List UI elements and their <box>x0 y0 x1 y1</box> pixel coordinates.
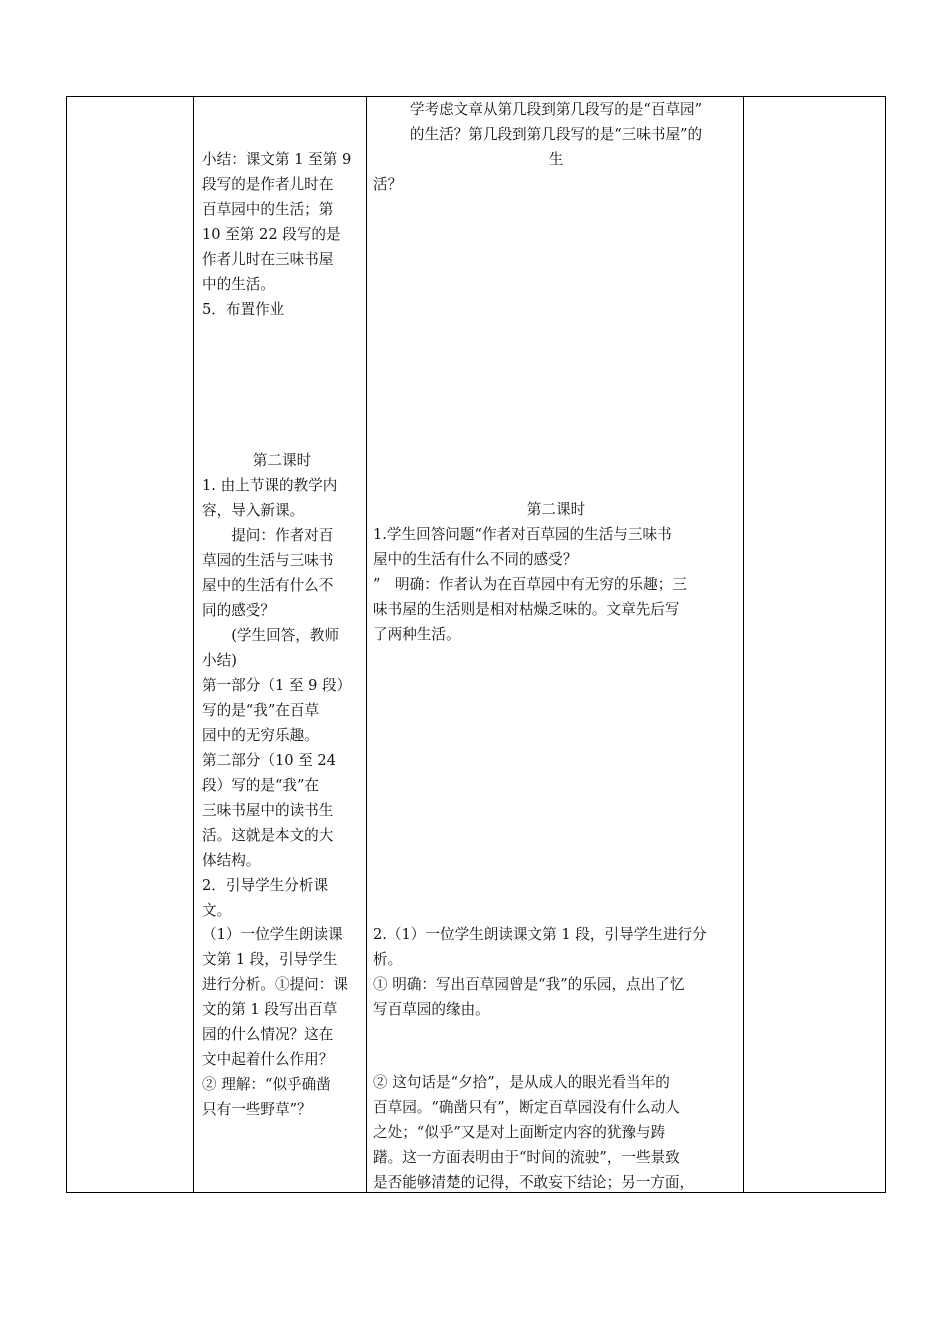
text-line: ① 明确：写出百草园曾是“我”的乐园，点出了忆 <box>373 976 685 993</box>
text-line: 屋中的生活有什么不 <box>202 577 334 594</box>
text-line: 生 <box>548 151 564 168</box>
question-block <box>373 97 739 172</box>
text-line: 析。 <box>373 951 403 968</box>
text-line: 活。这就是本文的大 <box>202 827 334 844</box>
question-tail: 活？ <box>373 176 403 193</box>
analysis-block <box>202 922 362 1122</box>
text-line: 1.学生回答问题“作者对百草园的生活与三味书 <box>373 526 672 543</box>
text-line: 园的什么情况？这在 <box>202 1026 334 1043</box>
text-line: 百草园。“确凿只有”，断定百草园没有什么动人 <box>373 1099 680 1116</box>
text-line: (学生回答，教师 <box>202 627 340 644</box>
text-line: 味书屋的生活则是相对枯燥乏味的。文章先后写 <box>373 601 680 618</box>
text-line: 段写的是作者儿时在 <box>202 176 334 193</box>
text-line: 小结) <box>202 652 237 669</box>
text-line: 容，导入新课。 <box>202 502 305 519</box>
text-line: 同的感受？ <box>202 602 275 619</box>
text-line: 2.（1）一位学生朗读课文第 1 段，引导学生进行分 <box>373 926 707 943</box>
second-lesson-title-right: 第二课时 <box>526 501 586 518</box>
text-line: 第二部分（10 至 24 <box>202 752 336 769</box>
table-row <box>67 97 886 1193</box>
text-line: 写的是“我”在百草 <box>202 702 320 719</box>
text-line: 提问：作者对百 <box>202 527 334 544</box>
text-line: （1）一位学生朗读课 <box>202 926 343 943</box>
student-activity-cell <box>367 97 744 1193</box>
text-line: 学考虑文章从第几段到第几段写的是“百草园” <box>409 101 703 118</box>
text-line: 5．布置作业 <box>202 301 285 318</box>
text-line: 文第 1 段，引导学生 <box>202 951 338 968</box>
text-line: 了两种生活。 <box>373 626 461 643</box>
summary-block <box>202 147 362 322</box>
text-line: 10 至第 22 段写的是 <box>202 226 341 243</box>
answer-2-block <box>373 922 739 1022</box>
text-line: 体结构。 <box>202 852 261 869</box>
text-line: ” 明确：作者认为在百草园中有无穷的乐趣；三 <box>373 576 687 593</box>
column-1-cell <box>67 97 194 1193</box>
text-line: 躇。这一方面表明由于“时间的流驶”，一些景致 <box>373 1149 680 1166</box>
text-line: 中的生活。 <box>202 276 275 293</box>
teacher-activity-cell <box>194 97 367 1193</box>
text-line: ② 这句话是“夕拾”，是从成人的眼光看当年的 <box>373 1074 670 1091</box>
lesson-plan-table <box>66 96 886 1193</box>
text-line: 写百草园的缘由。 <box>373 1001 490 1018</box>
text-line: 段）写的是“我”在 <box>202 777 320 794</box>
text-line: 文中起着什么作用？ <box>202 1051 334 1068</box>
text-line: 园中的无穷乐趣。 <box>202 727 319 744</box>
text-line: 小结：课文第 1 至第 9 <box>202 151 352 168</box>
text-line: 第一部分（1 至 9 段） <box>202 677 352 694</box>
text-line: 1. 由上节课的教学内 <box>202 477 338 494</box>
answer-1-block <box>373 522 739 647</box>
text-line: 三味书屋中的读书生 <box>202 802 334 819</box>
text-line: 是否能够清楚的记得，不敢妄下结论；另一方面， <box>373 1174 695 1191</box>
answer-3-block <box>373 1070 739 1195</box>
text-line: 文。 <box>202 902 232 919</box>
text-line: ② 理解：“似乎确凿 <box>202 1076 331 1093</box>
text-line: 之处；“似乎”又是对上面断定内容的犹豫与踌 <box>373 1124 666 1141</box>
text-line: 2．引导学生分析课 <box>202 877 329 894</box>
column-4-cell <box>744 97 886 1193</box>
text-line: 屋中的生活有什么不同的感受？ <box>373 551 578 568</box>
text-line: 进行分析。①提问：课 <box>202 976 348 993</box>
intro-block <box>202 473 362 923</box>
text-line: 草园的生活与三味书 <box>202 552 334 569</box>
text-line: 文的第 1 段写出百草 <box>202 1001 338 1018</box>
text-line: 只有一些野草”？ <box>202 1101 312 1118</box>
text-line: 百草园中的生活；第 <box>202 201 334 218</box>
second-lesson-title: 第二课时 <box>252 452 312 469</box>
text-line: 的生活？第几段到第几段写的是“三味书屋”的 <box>409 126 703 143</box>
text-line: 作者儿时在三味书屋 <box>202 251 334 268</box>
